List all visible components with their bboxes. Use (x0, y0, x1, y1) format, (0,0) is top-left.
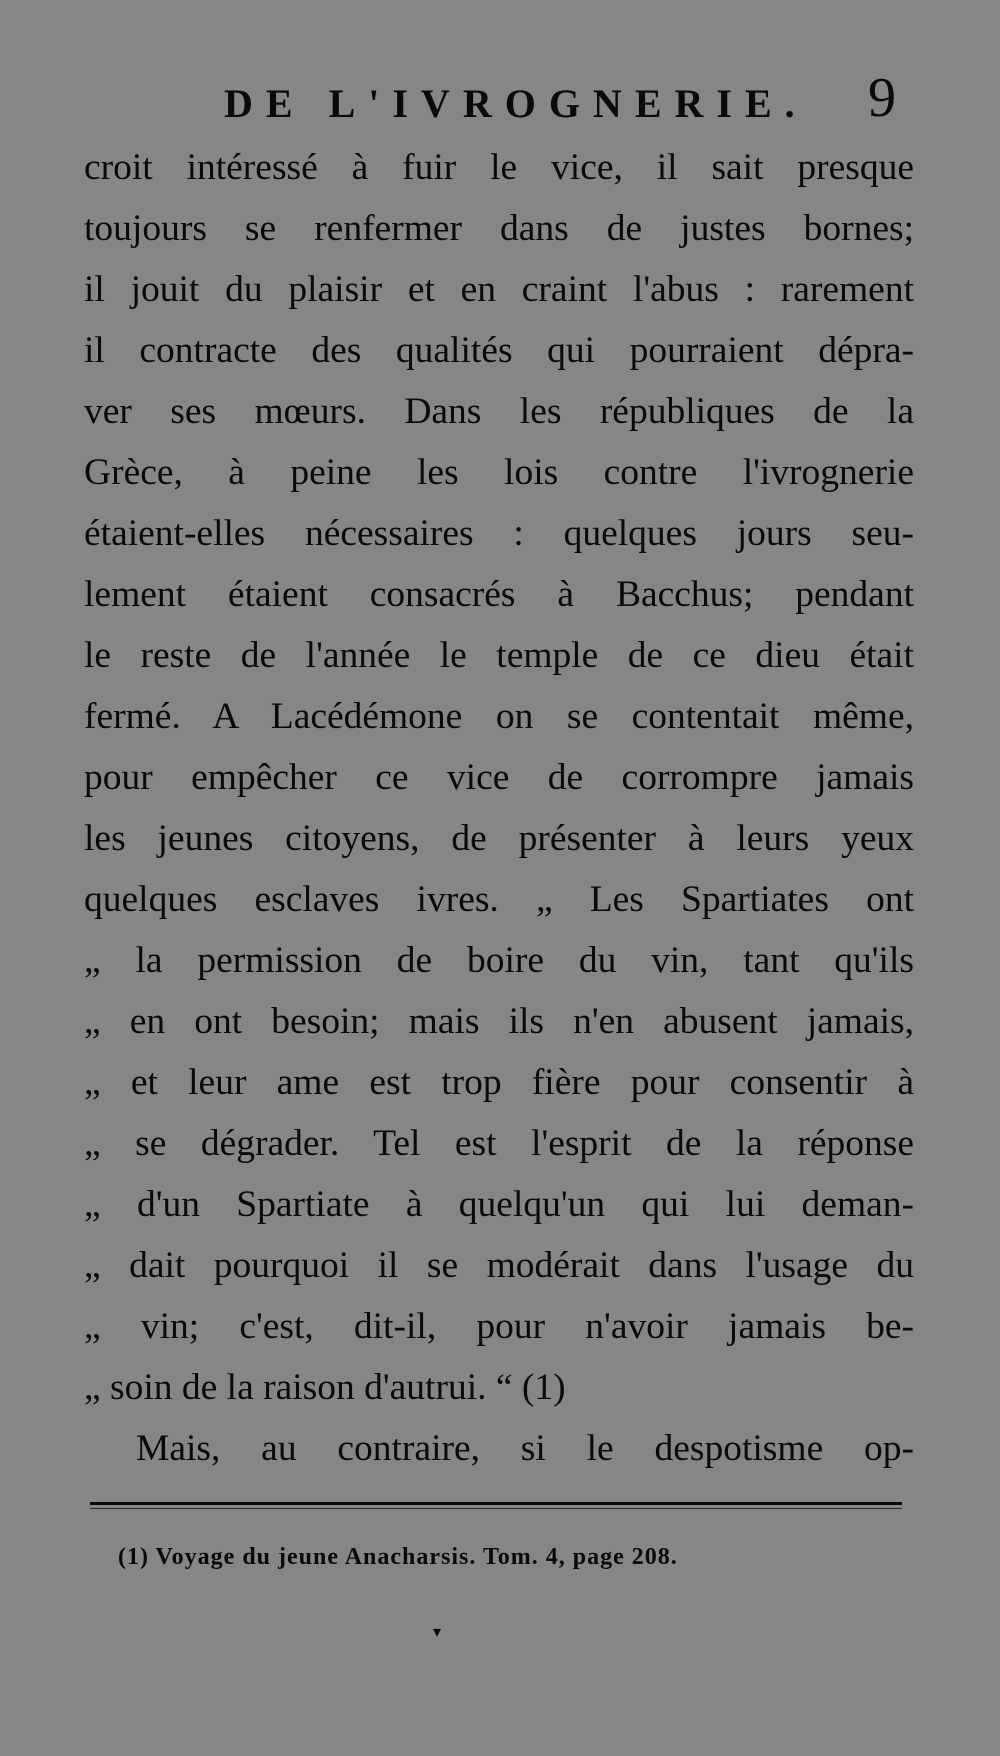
page-number: 9 (868, 67, 896, 129)
page-header (84, 67, 914, 140)
text-line: croit intéressé à fuir le vice, il sait presque (84, 147, 914, 188)
text-line: quelques esclaves ivres. „ Les Spartiates ont (84, 879, 914, 920)
text-line: toujours se renfermer dans de justes bornes; (84, 208, 914, 249)
signature-mark: ▾ (433, 1624, 442, 1641)
text-line: pour empêcher ce vice de corrompre jamais (84, 757, 914, 798)
text-line: ver ses mœurs. Dans les républiques de la (84, 391, 914, 432)
text-line: il jouit du plaisir et en craint l'abus : rarement (84, 269, 914, 310)
text-line: „ dait pourquoi il se modérait dans l'usage du (84, 1245, 914, 1286)
text-line: Grèce, à peine les lois contre l'ivrognerie (84, 452, 914, 493)
text-line: les jeunes citoyens, de présenter à leurs yeux (84, 818, 914, 859)
footnote-rule (90, 1502, 902, 1505)
text-line: le reste de l'année le temple de ce dieu était (84, 635, 914, 676)
text-line: fermé. A Lacédémone on se contentait même, (84, 696, 914, 737)
text-line: „ d'un Spartiate à quelqu'un qui lui deman- (84, 1184, 914, 1225)
text-line: „ et leur ame est trop fière pour consentir à (84, 1062, 914, 1103)
footnote-rule-thin (90, 1508, 902, 1509)
text-line: „ en ont besoin; mais ils n'en abusent jamais, (84, 1001, 914, 1042)
text-line: „ vin; c'est, dit-il, pour n'avoir jamais be- (84, 1306, 914, 1347)
text-line: „ se dégrader. Tel est l'esprit de la réponse (84, 1123, 914, 1164)
running-title: DE L'IVROGNERIE. (224, 81, 808, 126)
text-line: lement étaient consacrés à Bacchus; pendant (84, 574, 914, 615)
text-line: il contracte des qualités qui pourraient dépra- (84, 330, 914, 371)
footnote: (1) Voyage du jeune Anacharsis. Tom. 4, page 208. (118, 1544, 678, 1570)
body-text (84, 137, 914, 1479)
text-line: „ la permission de boire du vin, tant qu'ils (84, 940, 914, 981)
text-line: „ soin de la raison d'autrui. “ (1) (84, 1367, 566, 1408)
text-line: Mais, au contraire, si le despotisme op- (136, 1428, 914, 1469)
text-line: étaient-elles nécessaires : quelques jours seu- (84, 513, 914, 554)
